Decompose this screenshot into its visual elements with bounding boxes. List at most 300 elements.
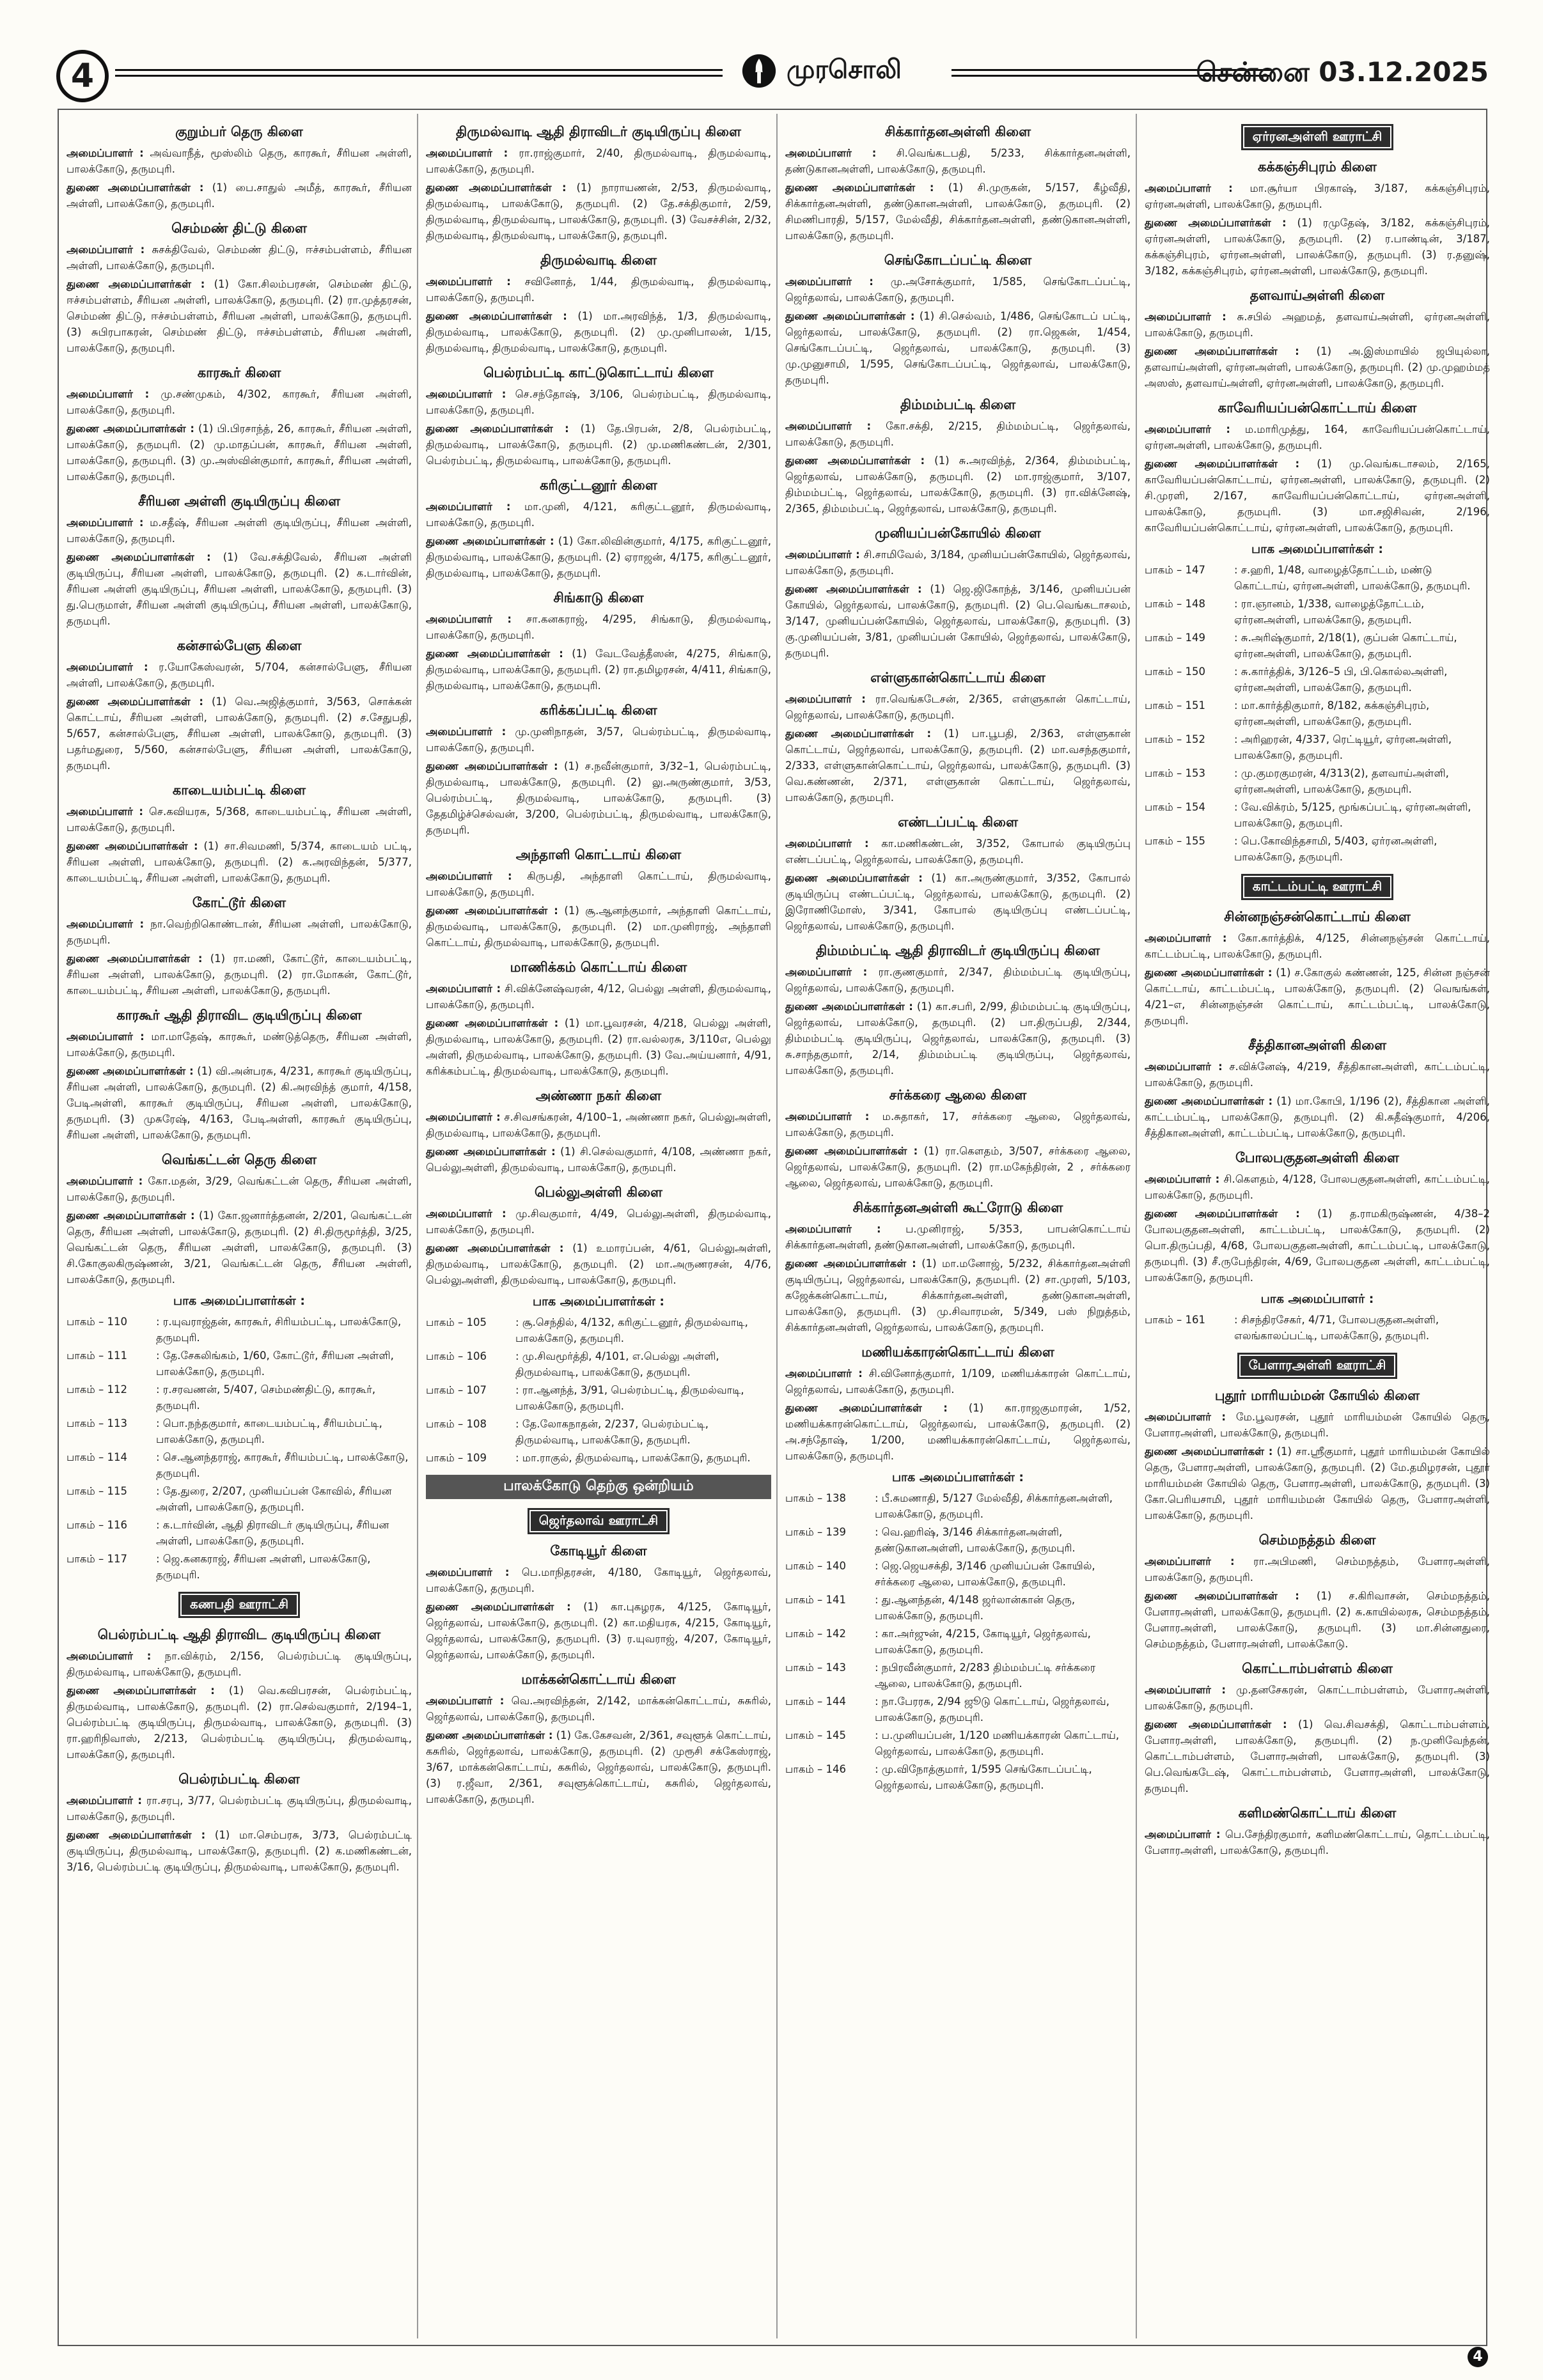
city-date: சென்னை 03.12.2025 xyxy=(1196,56,1489,88)
member-details: (1) சி.முருகன், 5/157, கீழ்வீதி, சிக்கார்தனஅள்ளி, தண்டுகானஅள்ளி, பாலக்கோடு, தருமபுரி. (2) சிமணிபாரதி, 5/157, மேல்வீதி, சிக்கார்தனஅள்ளி, தண்டுகானஅள்ளி, பாலக்கோடு, தருமபுரி. xyxy=(785,182,1131,242)
role-label: அமைப்பாளர் : xyxy=(785,1223,881,1235)
role-label: அமைப்பாளர் : xyxy=(426,501,511,513)
member-details: கோ.சக்தி, 2/215, திம்மம்பட்டி, ஜெர்தலாவ், பாலக்கோடு, தருமபுரி. xyxy=(785,420,1131,448)
branch-title: சிக்கார்தனஅள்ளி கூட்ரோடு கிளை xyxy=(852,1200,1063,1215)
member-details: (1) மு.வெங்கடாசலம், 2/165, காவேரியப்பன்கொட்டாய், ஏர்ரனஅள்ளி, பாலக்கோடு, தருமபுரி. (2) சி.முரளி, 2/167, காவேரியப்பன்கொட்டாய், ஏர்ரனஅள்ளி, பாலக்கோடு, தருமபுரி. (3) மா.சஜிசிவன், 2/196, காவேரியப்பன்கொட்டாய், ஏர்ரனஅள்ளி, பாலக்கோடு, தருமபுரி. xyxy=(1145,458,1490,534)
member-entry xyxy=(1145,1716,1490,1796)
branch-block xyxy=(426,1088,771,1176)
member-entry xyxy=(1145,1553,1490,1585)
paga-row xyxy=(785,1558,1131,1590)
role-label: அமைப்பாளர் : xyxy=(67,147,144,159)
paga-details: : வே.விக்ரம், 5/125, மூங்கப்பட்டி, ஏர்ரனஅள்ளி, பாலக்கோடு, தருமபுரி. xyxy=(1234,801,1471,829)
member-details: (1) சா.சிவமணி, 5/374, காடையம் பட்டி, சீரியன அள்ளி, பாலக்கோடு, தருமபுரி. (2) க.அரவிந்தன், 5/377, காடையம்பட்டி, சீரியன அள்ளி, பாலக்கோடு, தருமபுரி. xyxy=(67,840,412,884)
member-details: ம.சதீஷ், சீரியன அள்ளி குடியிருப்பு, சீரியன அள்ளி, பாலக்கோடு, தருமபுரி. xyxy=(67,517,412,545)
branch-title: செம்மநத்தம் கிளை xyxy=(1258,1532,1376,1548)
branch-title: கக்கஞ்சிபுரம் கிளை xyxy=(1257,159,1377,175)
paga-details: : சூ.செந்தில், 4/132, கரிகுட்டனூர், திருமல்வாடி, பாலக்கோடு, தருமபுரி. xyxy=(515,1316,748,1344)
member-entry xyxy=(67,1648,412,1680)
torch-icon xyxy=(740,52,778,89)
paga-details: : ப.முனியப்பன், 1/120 மணியக்காரன் கொட்டாய், ஜெர்தலாவ், பாலக்கோடு, தருமபுரி. xyxy=(875,1729,1120,1757)
branch-title: மாக்கன்கொட்டாய் கிளை xyxy=(521,1672,676,1687)
column-divider xyxy=(417,114,419,2338)
branch-block xyxy=(785,253,1131,388)
member-details: (1) ரா.கௌதம், 3/507, சர்க்கரை ஆலை, ஜெர்தலாவ், பாலக்கோடு, தருமபுரி. (2) ரா.மகேந்திரன், 2 , சர்க்கரை ஆலை, ஜெர்தலாவ், பாலக்கோடு, தருமபுரி. xyxy=(785,1145,1131,1189)
paga-row xyxy=(426,1416,771,1448)
logo-text: முரசொலி xyxy=(787,54,902,84)
branch-block xyxy=(426,1672,771,1807)
union-heading: பாலக்கோடு தெற்கு ஒன்றியம் xyxy=(426,1475,771,1499)
member-details: கோ.கார்த்திக், 4/125, சின்னநஞ்சன் கொட்டாய், காட்டம்பட்டி, பாலக்கோடு, தருமபுரி. xyxy=(1145,932,1490,960)
member-entry xyxy=(785,1400,1131,1464)
role-label: அமைப்பாளர் : xyxy=(67,517,144,529)
role-label: அமைப்பாளர் : xyxy=(67,1794,142,1807)
branch-block xyxy=(785,1344,1131,1464)
paga-details: : ஜெ.கனகராஜ், சீரியன அள்ளி, பாலக்கோடு, தருமபுரி. xyxy=(156,1553,371,1581)
paga-row xyxy=(785,1592,1131,1624)
branch-block xyxy=(1145,288,1490,391)
paga-row xyxy=(1145,664,1490,696)
member-entry xyxy=(1145,1059,1490,1091)
member-entry xyxy=(426,724,771,756)
member-entry xyxy=(426,903,771,951)
member-entry xyxy=(1145,1443,1490,1523)
role-label: அமைப்பாளர் : xyxy=(785,837,869,850)
branch-title: சீத்திகானஅள்ளி கிளை xyxy=(1248,1038,1387,1053)
member-details: (1) கா.ராஜகுமாரன், 1/52, மணியக்காரன்கொட்டாய், ஜெர்தலாவ், பாலக்கோடு, தருமபுரி. (2) அ.சந்தோஷ், 1/200, மணியக்காரன்கொட்டாய், ஜெர்தலாவ், பாலக்கோடு, தருமபுரி. xyxy=(785,1402,1131,1462)
paga-details: : மா.கார்த்திகுமார், 8/182, கக்கஞ்சிபுரம், ஏர்ரனஅள்ளி, பாலக்கோடு, தருமபுரி. xyxy=(1234,699,1430,727)
paga-row xyxy=(785,1626,1131,1658)
masthead-rule-left xyxy=(115,69,723,77)
member-entry xyxy=(426,1015,771,1079)
role-label: துணை அமைப்பாளர்கள் : xyxy=(1145,345,1299,357)
column-divider xyxy=(1136,114,1138,2338)
paga-row xyxy=(1145,765,1490,797)
paga-details: : ரா.ஞானம், 1/338, வாழைத்தோட்டம், ஏர்ரனஅள்ளி, பாலக்கோடு, தருமபுரி. xyxy=(1234,598,1425,626)
member-details: ரா.ராஜ்குமார், 2/40, திருமல்வாடி, திருமல்வாடி, பாலக்கோடு, தருமபுரி. xyxy=(426,147,771,175)
role-label: துணை அமைப்பாளர்கள் : xyxy=(1145,1445,1273,1458)
branch-title: அந்தாளி கொட்டாய் கிளை xyxy=(515,847,682,862)
paga-details: : ர.சரவணன், 5/407, செம்மண்திட்டு, காரகூர், தருமபுரி. xyxy=(156,1383,376,1412)
role-label: அமைப்பாளர் : xyxy=(426,1566,510,1578)
paga-number: பாகம் – 108 xyxy=(426,1418,487,1430)
role-label: அமைப்பாளர் : xyxy=(426,147,508,159)
member-details: மு.அசோக்குமார், 1/585, செங்கோடப்பட்டி, ஜெர்தலாவ், பாலக்கோடு, தருமபுரி. xyxy=(785,276,1131,304)
member-details: (1) கா.அருண்குமார், 3/352, கோபால் குடியிருப்பு எண்டப்பட்டி, ஜெர்தலாவ், பாலக்கோடு, தருமபுரி. (2) இரோணிமோஸ், 3/341, கோபால் குடியிருப்பு எண்டப்பட்டி, ஜெர்தலாவ், பாலக்கோடு, தருமபுரி. xyxy=(785,872,1131,932)
member-details: (1) கோ.ஜனார்த்தனன், 2/201, வெங்கட்டன் தெரு, சீரியன அள்ளி, பாலக்கோடு, தருமபுரி. (2) சி.திருமூர்த்தி, 3/25, வெங்கட்டன் தெரு, சீரியன அள்ளி, பாலக்கோடு, தருமபுரி. (3) சி.கோகுலகிருஷ்ணன், 3/21, வெங்கட்டன் தெரு, சீரியன அள்ளி, பாலக்கோடு, தருமபுரி. xyxy=(67,1209,412,1286)
role-label: துணை அமைப்பாளர்கள் : xyxy=(67,953,203,965)
member-details: (1) வே.சக்திவேல், சீரியன அள்ளி குடியிருப்பு, சீரியன அள்ளி, பாலக்கோடு, தருமபுரி. (2) க.டார்வின், சீரியன அள்ளி குடியிருப்பு, சீரியன அள்ளி, பாலக்கோடு, தருமபுரி. (3) து.பெருமாள், சீரியன அள்ளி குடியிருப்பு, சீரியன அள்ளி, பாலக்கோடு, தருமபுரி. xyxy=(67,551,412,627)
member-entry xyxy=(426,145,771,177)
branch-block xyxy=(785,1087,1131,1191)
column-3 xyxy=(785,115,1131,2333)
role-label: துணை அமைப்பாளர்கள் : xyxy=(426,535,554,547)
paga-details: : சிசந்திரசேகர், 4/71, போலபகுதனஅள்ளி, எலங்காலப்பட்டி, பாலக்கோடு, தருமபுரி. xyxy=(1234,1314,1439,1342)
branch-block xyxy=(426,703,771,838)
paga-row xyxy=(67,1415,412,1447)
role-label: துணை அமைப்பாளர்கள் : xyxy=(1145,458,1300,470)
member-entry xyxy=(785,836,1131,867)
branch-title: முனியப்பன்கோயில் கிளை xyxy=(875,525,1041,541)
paga-row xyxy=(785,1761,1131,1793)
member-details: (1) கா.சபரி, 2/99, திம்மம்பட்டி குடியிருப்பு, ஜெர்தலாவ், பாலக்கோடு, தருமபுரி. (2) பா.திருப்பதி, 2/344, திம்மம்பட்டி குடியிருப்பு, ஜெர்தலாவ், பாலக்கோடு, தருமபுரி. (3) சு.சாந்தகுமார், 2/14, திம்மம்பட்டி குடியிருப்பு, ஜெர்தலாவ், பாலக்கோடு, தருமபுரி. xyxy=(785,1000,1131,1077)
member-entry xyxy=(426,1727,771,1807)
column-4 xyxy=(1145,115,1490,2333)
role-label: அமைப்பாளர் : xyxy=(785,276,873,288)
paga-row xyxy=(1145,799,1490,831)
paga-details: : தே.லோகநாதன், 2/237, பெல்ரம்பட்டி, திருமல்வாடி, பாலக்கோடு, தருமபுரி. xyxy=(515,1418,709,1446)
member-entry xyxy=(785,453,1131,517)
member-entry xyxy=(1145,1588,1490,1652)
paga-details: : செ.ஆனந்தராஜ், காரகூர், சீரியம்பட்டி, பாலக்கோடு, தருமபுரி. xyxy=(156,1451,409,1479)
paga-row xyxy=(785,1727,1131,1759)
role-label: துணை அமைப்பாளர்கள் : xyxy=(426,1601,571,1613)
paga-details: : நா.பேரரசு, 2/94 ஜூடு கொட்டாய், ஜெர்தலாவ், பாலக்கோடு, தருமபுரி. xyxy=(875,1695,1109,1723)
member-entry xyxy=(426,1599,771,1663)
role-label: துணை அமைப்பாளர்கள் : xyxy=(426,648,563,660)
member-details: ம.மாரிமுத்து, 164, காவேரியப்பன்கொட்டாய், ஏர்ரனஅள்ளி, பாலக்கோடு, தருமபுரி. xyxy=(1145,423,1490,451)
member-entry xyxy=(1145,1206,1490,1286)
role-label: துணை அமைப்பாளர்கள் : xyxy=(426,905,558,917)
role-label: அமைப்பாளர் : xyxy=(67,1650,152,1662)
role-label: அமைப்பாளர் : xyxy=(1145,182,1233,194)
role-label: துணை அமைப்பாளர்கள் : xyxy=(785,872,923,884)
paga-number: பாகம் – 114 xyxy=(67,1451,127,1463)
role-label: துணை அமைப்பாளர்கள் : xyxy=(1145,967,1273,979)
member-details: (1) வெ.கவிபரசன், பெல்ரம்பட்டி, திருமல்வாடி, பாலக்கோடு, தருமபுரி. (2) ரா.செல்வகுமார், 2/194–1, பெல்ரம்பட்டி குடியிருப்பு, திருமல்வாடி, பாலக்கோடு, தருமபுரி. (3) ரா.ஹரிநிவாஸ், 2/213, பெல்ரம்பட்டி குடியிருப்பு, திருமல்வாடி, பாலக்கோடு, தருமபுரி. xyxy=(67,1684,412,1761)
role-label: துணை அமைப்பாளர்கள் : xyxy=(67,1829,206,1841)
paga-row xyxy=(67,1517,412,1549)
paga-number: பாகம் – 141 xyxy=(785,1594,846,1606)
paga-number: பாகம் – 149 xyxy=(1145,632,1205,644)
member-entry xyxy=(426,868,771,900)
branch-block xyxy=(67,221,412,356)
member-details: (1) வி.அன்பரசு, 4/231, காரகூர் குடியிருப்பு, சீரியன அள்ளி, பாலக்கோடு, தருமபுரி. (2) கி.அரவிந்த் குமார், 4/158, பேடிஅள்ளி, காரகூர் குடியிருப்பு, சீரியன அள்ளி, பாலக்கோடு, தருமபுரி. (3) முசுரேஷ், 4/163, பேடிஅள்ளி, காரகூர் குடியிருப்பு, சீரியன அள்ளி, பாலக்கோடு, தருமபுரி. xyxy=(67,1065,412,1141)
paga-details: : தே.சேகலிங்கம், 1/60, கோட்டூர், சீரியன அள்ளி, பாலக்கோடு, தருமபுரி. xyxy=(156,1349,394,1378)
role-label: துணை அமைப்பாளர்கள் : xyxy=(785,1257,916,1270)
branch-title: வெங்கட்டன் தெரு கிளை xyxy=(161,1152,317,1167)
member-details: ச.சிவசங்கரன், 4/100–1, அண்ணா நகர், பெல்லுஅள்ளி, திருமல்வாடி, பாலக்கோடு, தருமபுரி. xyxy=(426,1111,771,1139)
member-entry xyxy=(426,421,771,469)
branch-block xyxy=(67,638,412,774)
paga-number: பாகம் – 144 xyxy=(785,1695,846,1707)
branch-block xyxy=(426,590,771,694)
paga-number: பாகம் – 151 xyxy=(1145,699,1205,712)
paga-row xyxy=(67,1449,412,1481)
member-details: மா.முனி, 4/121, கரிகுட்டனூர், திருமல்வாடி, பாலக்கோடு, தருமபுரி. xyxy=(426,501,771,529)
role-label: துணை அமைப்பாளர்கள் : xyxy=(426,1729,553,1741)
branch-block xyxy=(67,494,412,629)
member-entry xyxy=(67,1029,412,1061)
role-label: அமைப்பாளர் : xyxy=(67,244,145,256)
paga-details: : மா.ராகுல், திருமல்வாடி, பாலக்கோடு, தருமபுரி. xyxy=(515,1452,751,1464)
branch-block xyxy=(1145,1661,1490,1796)
branch-block xyxy=(785,124,1131,244)
member-details: கிருபதி, அந்தாளி கொட்டாய், திருமல்வாடி, பாலக்கோடு, தருமபுரி. xyxy=(426,870,771,898)
branch-block xyxy=(426,960,771,1079)
branch-block xyxy=(785,397,1131,517)
member-details: (1) மா.மனோஜ், 5/232, சிக்கார்தனஅள்ளி குடியிருப்பு, ஜெர்தலாவ், பாலக்கோடு, தருமபுரி. (2) சா.முரளி, 5/103, கஜேக்கன்கொட்டாய், சிக்கார்தனஅள்ளி, தண்டுகானஅள்ளி, பாலக்கோடு, தருமபுரி. (3) மு.சிவாரமன், 5/349, பஸ் நிறுத்தம், சிக்கார்தனஅள்ளி, ஜெர்தலாவ், பாலக்கோடு, தருமபுரி. xyxy=(785,1257,1131,1334)
paga-row xyxy=(1145,596,1490,628)
paga-details: : சு.கார்த்திக், 3/126–5 பி, பி.கொல்லஅள்ளி, ஏர்ரனஅள்ளி, பாலக்கோடு, தருமபுரி. xyxy=(1234,665,1448,694)
role-label: அமைப்பாளர் : xyxy=(426,1208,506,1220)
paga-number: பாகம் – 117 xyxy=(67,1553,127,1565)
branch-block xyxy=(426,253,771,356)
member-details: (1) பை.சாதுல் அமீத், காரகூர், சீரியன அள்ளி, பாலக்கோடு, தருமபுரி. xyxy=(67,182,412,210)
branch-block xyxy=(1145,1532,1490,1652)
paga-number: பாகம் – 142 xyxy=(785,1628,846,1640)
paga-number: பாகம் – 146 xyxy=(785,1763,846,1775)
paga-number: பாகம் – 112 xyxy=(67,1383,127,1396)
role-label: துணை அமைப்பாளர்கள் : xyxy=(426,1242,564,1254)
role-label: அமைப்பாளர் : xyxy=(67,1031,145,1043)
paga-details: : பீ.சுமணாதி, 5/127 மேல்வீதி, சிக்கார்தனஅள்ளி, பாலக்கோடு, தருமபுரி. xyxy=(875,1492,1113,1520)
member-entry xyxy=(426,611,771,643)
member-details: (1) வெ.சிவசக்தி, கொட்டாம்பள்ளம், பேளாரஅள்ளி, பாலக்கோடு, தருமபுரி. (2) ந.முனிவேந்தன், கொட்டாம்பள்ளம், பேளாரஅள்ளி, பாலக்கோடு, தருமபுரி. (3) பெ.வெங்கடேஷ், கொட்டாம்பள்ளம், பேளாரஅள்ளி, பாலக்கோடு, தருமபுரி. xyxy=(1145,1718,1490,1794)
member-details: (1) ச.கோகுல் கண்ணன், 125, சின்ன நஞ்சன் கொட்டாய், காட்டம்பட்டி, பாலக்கோடு, தருமபுரி. (2) வெஙங்கள், 4/21–எ, சின்னநஞ்சன் கொட்டாய், காட்டம்பட்டி, பாலக்கோடு, தருமபுரி. xyxy=(1145,967,1490,1027)
branch-title: கரிக்கப்பட்டி கிளை xyxy=(540,703,657,718)
role-label: துணை அமைப்பாளர்கள் : xyxy=(785,727,932,740)
member-entry xyxy=(1145,1826,1490,1858)
branch-title: காரகூர் ஆதி திராவிட குடியிருப்பு கிளை xyxy=(116,1007,362,1023)
member-details: சு.சபில் அஹமத், தளவாய்அள்ளி, ஏர்ரனஅள்ளி, பாலக்கோடு, தருமபுரி. xyxy=(1145,311,1490,339)
branch-block xyxy=(67,124,412,212)
member-details: (1) சூ.ஆனந்குமார், அந்தாளி கொட்டாய், திருமல்வாடி, பாலக்கோடு, தருமபுரி. (2) மா.முனிராஜ், அந்தாளி கொட்டாய், திருமல்வாடி, பாலக்கோடு, தருமபுரி. xyxy=(426,905,771,949)
member-entry xyxy=(67,1173,412,1205)
branch-block xyxy=(1145,1805,1490,1858)
member-details: கோ.மதன், 3/29, வெங்கட்டன் தெரு, சீரியன அள்ளி, பாலக்கோடு, தருமபுரி. xyxy=(67,1175,412,1203)
member-entry xyxy=(67,659,412,691)
member-entry xyxy=(426,308,771,356)
branch-title: சின்னநஞ்சன்கொட்டாய் கிளை xyxy=(1224,909,1411,924)
paga-details: : சு.அரிஷ்குமார், 2/18(1), குப்பன் கொட்டாய், ஏர்ரனஅள்ளி, பாலக்கோடு, தருமபுரி. xyxy=(1234,632,1457,660)
member-entry xyxy=(426,1240,771,1288)
member-entry xyxy=(1145,1682,1490,1714)
member-details: கா.மணிகண்டன், 3/352, கோபால் குடியிருப்பு எண்டப்பட்டி, ஜெர்தலாவ், பாலக்கோடு, தருமபுரி. xyxy=(785,837,1131,866)
member-details: ரா.வெங்கடேசன், 2/365, எள்ளுகான் கொட்டாய், ஜெர்தலாவ், பாலக்கோடு, தருமபுரி. xyxy=(785,693,1131,721)
branch-title: சர்க்கரை ஆலை கிளை xyxy=(889,1087,1027,1103)
member-details: சி.விக்னேஷ்வரன், 4/12, பெல்லு அள்ளி, திருமல்வாடி, பாலக்கோடு, தருமபுரி. xyxy=(426,983,771,1011)
member-entry xyxy=(426,274,771,306)
paga-number: பாகம் – 106 xyxy=(426,1350,487,1362)
member-entry xyxy=(67,421,412,485)
role-label: துணை அமைப்பாளர்கள் : xyxy=(67,1684,215,1697)
panchayat-heading: கணபதி ஊராட்சி xyxy=(178,1592,300,1618)
member-details: (1) சி.செல்வகுமார், 4/108, அண்ணா நகர், பெல்லுஅள்ளி, திருமல்வாடி, பாலக்கோடு, தருமபுரி. xyxy=(426,1146,771,1174)
member-details: (1) மா.பூவரசன், 4/218, பெல்லு அள்ளி, திருமல்வாடி, பாலக்கோடு, தருமபுரி. (2) ரா.வல்லரசு, 3/110எ, பெல்லு அள்ளி, திருமல்வாடி, பாலக்கோடு, தருமபுரி. (3) வே.அய்யனார், 4/91, கரிக்கம்பட்டி, திருமல்வாடி, பாலக்கோடு, தருமபுரி. xyxy=(426,1017,771,1077)
member-details: (1) சா.ஸ்ரீகுமார், புதூர் மாரியம்மன் கோயில் தெரு, பேளாரஅள்ளி, பாலக்கோடு, தருமபுரி. (2) மே.தமிழரசன், புதூர் மாரியம்மன் கோயில் தெரு, பேளாரஅள்ளி, பாலக்கோடு, தருமபுரி. (3) கோ.பெரியசாமி, புதூர் மாரியம்மன் கோயில் தெரு, பேளாரஅள்ளி, பாலக்கோடு, தருமபுரி. xyxy=(1145,1445,1490,1521)
member-entry xyxy=(1145,930,1490,962)
branch-title: கன்சால்பேளு கிளை xyxy=(176,638,302,653)
paga-row xyxy=(1145,833,1490,865)
member-entry xyxy=(1145,965,1490,1029)
member-details: நா.வெற்றிகொண்டான், சீரியன அள்ளி, பாலக்கோடு, தருமபுரி. xyxy=(67,918,412,946)
paga-details: : ர.யுவராஜ்தன், காரகூர், சிரியம்பட்டி, பாலக்கோடு, தருமபுரி. xyxy=(156,1316,402,1344)
member-entry xyxy=(67,838,412,886)
paga-number: பாகம் – 116 xyxy=(67,1519,127,1531)
branch-block xyxy=(785,670,1131,805)
paga-number: பாகம் – 115 xyxy=(67,1485,127,1497)
member-details: (1) ரா.மணி, கோட்டூர், காடையம்பட்டி, சீரியன அள்ளி, பாலக்கோடு, தருமபுரி. (2) ரா.மோகன், கோட்டூர், காடையம்பட்டி, சீரியன அள்ளி, பாலக்கோடு, தருமபுரி. xyxy=(67,953,412,997)
member-entry xyxy=(785,1221,1131,1253)
member-details: (1) ரமுதேஷ், 3/182, கக்கஞ்சிபுரம், ஏர்ரனஅள்ளி, பாலக்கோடு, தருமபுரி. (2) ர.பாண்டின், 3/187, கக்கஞ்சிபுரம், ஏர்ரனஅள்ளி, பாலக்கோடு, தருமபுரி. (3) ர.தனுஷ், 3/182, கக்கஞ்சிபுரம், ஏர்ரனஅள்ளி, பாலக்கோடு, தருமபுரி. xyxy=(1145,217,1490,277)
member-details: (1) த.ராமகிருஷ்ணன், 4/38–2 போலபகுதனஅள்ளி, காட்டம்பட்டி, பாலக்கோடு, தருமபுரி. (2) பொ.திருப்பதி, 4/68, போலபகுதனஅள்ளி, காட்டம்பட்டி, பாலக்கோடு, தருமபுரி. (3) சீ.ருபேந்திரன், 4/69, போலபகுதன அள்ளி, காட்டம்பட்டி, பாலக்கோடு, தருமபுரி. xyxy=(1145,1208,1490,1284)
branch-title: பெல்ரம்பட்டி கிளை xyxy=(178,1771,300,1787)
paga-number: பாகம் – 139 xyxy=(785,1526,846,1538)
member-details: (1) ஜெ.ஜிகோந்த், 3/146, முனியப்பன் கோயில், ஜெர்தலாவ், பாலக்கோடு, தருமபுரி. (2) பெ.வெங்கடாசலம், 3/147, முனியப்பன்கோயில், ஜெர்தலாவ், பாலக்கோடு, தருமபுரி. (3) கு.முனியப்பன், 3/81, முனியப்பன் கோயில், ஜெர்தலாவ், பாலக்கோடு, தருமபுரி. xyxy=(785,583,1131,659)
member-entry xyxy=(426,1144,771,1176)
member-details: சா.கனகராஜ், 4/295, சிங்காடு, திருமல்வாடி, பாலக்கோடு, தருமபுரி. xyxy=(426,613,771,641)
member-details: மு.சண்முகம், 4/302, காரகூர், சீரியன அள்ளி, பாலக்கோடு, தருமபுரி. xyxy=(67,388,412,416)
member-details: செ.கவியரசு, 5/368, காடையம்பட்டி, சீரியன அள்ளி, பாலக்கோடு, தருமபுரி. xyxy=(67,805,412,834)
branch-block xyxy=(1145,1388,1490,1523)
paga-number: பாகம் – 145 xyxy=(785,1729,846,1741)
role-label: அமைப்பாளர் : xyxy=(1145,932,1227,944)
member-details: சி.வினோத்குமார், 1/109, மணியக்காரன் கொட்டாய், ஜெர்தலாவ், பாலக்கோடு, தருமபுரி. xyxy=(785,1367,1131,1396)
column-1 xyxy=(67,115,412,2333)
branch-title: திருமல்வாடி ஆதி திராவிடர் குடியிருப்பு கிளை xyxy=(456,124,741,139)
paga-block xyxy=(426,1295,771,1466)
member-entry xyxy=(785,547,1131,579)
paga-number: பாகம் – 140 xyxy=(785,1560,846,1572)
role-label: அமைப்பாளர் : xyxy=(426,1111,501,1123)
role-label: துணை அமைப்பாளர்கள் : xyxy=(67,840,198,852)
member-entry xyxy=(67,694,412,774)
paga-title: பாக அமைப்பாளர் : xyxy=(1260,1292,1374,1306)
member-entry xyxy=(426,1109,771,1141)
paga-title: பாக அமைப்பாளர்கள் : xyxy=(1251,542,1383,556)
branch-title: கோடியூர் கிளை xyxy=(550,1543,647,1559)
role-label: துணை அமைப்பாளர்கள் : xyxy=(785,1145,918,1157)
role-label: துணை அமைப்பாளர்கள் : xyxy=(1145,1718,1287,1731)
member-details: (1) அ.இஸ்மாயில் ஜபியுல்லா, தளவாய்அள்ளி, ஏர்ரனஅள்ளி, பாலக்கோடு, தருமபுரி. (2) மு.முஹம்மத் அஸஸ், தளவாய்அள்ளி, ஏர்ரனஅள்ளி, பாலக்கோடு, தருமபுரி. xyxy=(1145,345,1490,389)
branch-block xyxy=(67,895,412,999)
role-label: அமைப்பாளர் : xyxy=(67,1175,143,1187)
member-details: (1) கோ.சிலம்பரசன், செம்மண் திட்டு, ஈச்சம்பள்ளம், சீரியன அள்ளி, பாலக்கோடு, தருமபுரி. (2) ரா.முத்தரசன், செம்மண் திட்டு, ஈச்சம்பள்ளம், சீரியன அள்ளி, பாலக்கோடு, தருமபுரி. (3) சுபிரபாகரன், செம்மண் திட்டு, ஈச்சம்பள்ளம், சீரியன அள்ளி, பாலக்கோடு, தருமபுரி. xyxy=(67,278,412,354)
paga-title: பாக அமைப்பாளர்கள் : xyxy=(532,1295,664,1309)
member-entry xyxy=(67,1683,412,1762)
member-details: ரா.சரபு, 3/77, பெல்ரம்பட்டி குடியிருப்பு, திருமல்வாடி, பாலக்கோடு, தருமபுரி. xyxy=(67,1794,412,1823)
member-entry xyxy=(67,1827,412,1875)
member-details: ரா.குணகுமார், 2/347, திம்மம்பட்டி குடியிருப்பு, ஜெர்தலாவ், பாலக்கோடு, தருமபுரி. xyxy=(785,966,1131,994)
branch-title: சிக்கார்தனஅள்ளி கிளை xyxy=(884,124,1031,139)
role-label: துணை அமைப்பாளர்கள் : xyxy=(426,423,569,435)
member-entry xyxy=(1145,1409,1490,1441)
role-label: துணை அமைப்பாளர்கள் : xyxy=(67,278,205,290)
paga-row xyxy=(426,1450,771,1466)
branch-title: எண்டப்பட்டி கிளை xyxy=(898,814,1018,830)
member-details: மா.மாதேஷ், காரகூர், மண்டுத்தெரு, சீரியன அள்ளி, பாலக்கோடு, தருமபுரி. xyxy=(67,1031,412,1059)
member-entry xyxy=(785,274,1131,306)
branch-title: எள்ளுகான்கொட்டாய் கிளை xyxy=(870,670,1046,685)
member-details: (1) வெ.அஜித்குமார், 3/563, சொக்கன் கொட்டாய், சீரியன அள்ளி, பாலக்கோடு, தருமபுரி. (2) ச.சேதுபதி, 5/657, கன்சால்பேளு, சீரியன அள்ளி, பாலக்கோடு, தருமபுரி. (3) பதர்மதுரை, 5/560, கன்சால்பேளு, சீரியன அள்ளி, பாலக்கோடு, தருமபுரி. xyxy=(67,696,412,772)
member-entry xyxy=(1145,309,1490,341)
role-label: துணை அமைப்பாளர்கள் : xyxy=(67,696,203,708)
branch-block xyxy=(67,1007,412,1143)
role-label: துணை அமைப்பாளர்கள் : xyxy=(426,1017,559,1029)
member-entry xyxy=(67,515,412,547)
role-label: அமைப்பாளர் : xyxy=(785,693,866,705)
paga-row xyxy=(1145,697,1490,729)
member-details: (1) பி.பிரசாந்த், 26, காரகூர், சீரியன அள்ளி, பாலக்கோடு, தருமபுரி. (2) மு.மாதப்பன், காரகூர், சீரியன அள்ளி, பாலக்கோடு, தருமபுரி. (3) மு.அஸ்வின்குமார், காரகூர், சீரியன அள்ளி, பாலக்கோடு, தருமபுரி. xyxy=(67,423,412,483)
branch-title: தளவாய்அள்ளி கிளை xyxy=(1249,288,1385,303)
paga-details: : க.டார்வின், ஆதி திராவிடர் குடியிருப்பு, சீரியன அள்ளி, பாலக்கோடு, தருமபுரி. xyxy=(156,1519,389,1547)
role-label: அமைப்பாளர் : xyxy=(67,388,150,400)
page-number: 4 xyxy=(56,50,109,102)
column-2 xyxy=(426,115,771,2333)
paga-number: பாகம் – 109 xyxy=(426,1452,487,1464)
paga-row xyxy=(67,1483,412,1515)
member-entry xyxy=(426,981,771,1013)
member-details: சவினோத், 1/44, திருமல்வாடி, திருமல்வாடி, பாலக்கோடு, தருமபுரி. xyxy=(426,276,771,304)
member-entry xyxy=(785,1256,1131,1335)
branch-title: திம்மம்பட்டி கிளை xyxy=(900,397,1016,412)
paga-title: பாக அமைப்பாளர்கள் : xyxy=(891,1470,1024,1484)
member-entry xyxy=(67,386,412,418)
paga-block xyxy=(785,1470,1131,1793)
member-details: மு.முனிநாதன், 3/57, பெல்ரம்பட்டி, திருமல்வாடி, பாலக்கோடு, தருமபுரி. xyxy=(426,726,771,754)
paga-number: பாகம் – 113 xyxy=(67,1417,127,1429)
member-entry xyxy=(785,581,1131,661)
member-details: மா.சூர்யா பிரகாஷ், 3/187, கக்கஞ்சிபுரம், ஏர்ரனஅள்ளி, பாலக்கோடு, தருமபுரி. xyxy=(1145,182,1490,210)
role-label: அமைப்பாளர் : xyxy=(67,661,148,673)
member-details: செ.சந்தோஷ், 3/106, பெல்ரம்பட்டி, திருமல்வாடி, பாலக்கோடு, தருமபுரி. xyxy=(426,388,771,416)
paga-details: : ச.ஹரி, 1/48, வாழைத்தோட்டம், மண்டு கொட்டாய், ஏர்ரனஅள்ளி, பாலக்கோடு, தருமபுரி. xyxy=(1234,564,1471,592)
member-entry xyxy=(426,499,771,531)
branch-title: போலபகுதனஅள்ளி கிளை xyxy=(1235,1150,1399,1165)
role-label: துணை அமைப்பாளர்கள் : xyxy=(785,583,922,595)
member-entry xyxy=(785,999,1131,1078)
role-label: அமைப்பாளர் : xyxy=(426,1695,505,1707)
branch-title: செங்கோடப்பட்டி கிளை xyxy=(884,253,1032,268)
role-label: துணை அமைப்பாளர்கள் : xyxy=(1145,1095,1273,1107)
branch-block xyxy=(67,782,412,886)
role-label: துணை அமைப்பாளர்கள் : xyxy=(67,182,204,194)
member-entry xyxy=(1145,456,1490,536)
role-label: அமைப்பாளர் : xyxy=(1145,1173,1220,1185)
member-details: அவ்வாநீத், மூஸ்லிம் தெரு, காரகூர், சீரியன அள்ளி, பாலக்கோடு, தருமபுரி. xyxy=(67,147,412,175)
role-label: அமைப்பாளர் : xyxy=(1145,423,1230,435)
member-details: (1) நாராயணன், 2/53, திருமல்வாடி, திருமல்வாடி, பாலக்கோடு, தருமபுரி. (2) தே.சக்திகுமார், 2/59, திருமல்வாடி, திருமல்வாடி, பாலக்கோடு, தருமபுரி. (3) வேசச்சின், 2/32, திருமல்வாடி, திருமல்வாடி, பாலக்கோடு, தருமபுரி. xyxy=(426,182,771,242)
paga-details: : தே.துரை, 2/207, முனியப்பன் கோவில், சீரியன அள்ளி, பாலக்கோடு, தருமபுரி. xyxy=(156,1485,392,1513)
member-entry xyxy=(785,180,1131,244)
role-label: அமைப்பாளர் : xyxy=(426,613,512,625)
member-details: (1) மா.கோபி, 1/196 (2), சீத்திகான அள்ளி, காட்டம்பட்டி, பாலக்கோடு, தருமபுரி. (2) கி.சுதீஷ்குமார், 4/206, சீத்திகானஅள்ளி, காட்டம்பட்டி, பாலக்கோடு, தருமபுரி. xyxy=(1145,1095,1490,1139)
paga-row xyxy=(785,1660,1131,1692)
paga-number: பாகம் – 110 xyxy=(67,1316,127,1328)
role-label: அமைப்பாளர் : xyxy=(1145,1684,1226,1696)
role-label: அமைப்பாளர் : xyxy=(1145,1555,1235,1567)
member-entry xyxy=(426,1206,771,1238)
member-details: மு.சிவகுமார், 4/49, பெல்லுஅள்ளி, திருமல்வாடி, பாலக்கோடு, தருமபுரி. xyxy=(426,1208,771,1236)
member-entry xyxy=(785,145,1131,177)
branch-block xyxy=(785,814,1131,934)
member-details: (1) மா.செம்பரசு, 3/73, பெல்ரம்பட்டி குடியிருப்பு, திருமல்வாடி, பாலக்கோடு, தருமபுரி. (2) க.மணிகண்டன், 3/16, பெல்ரம்பட்டி குடியிருப்பு, திருமல்வாடி, பாலக்கோடு, தருமபுரி. xyxy=(67,1829,412,1873)
role-label: அமைப்பாளர் : xyxy=(426,388,506,400)
paga-row xyxy=(426,1314,771,1346)
branch-title: அண்ணா நகர் கிளை xyxy=(535,1088,662,1103)
member-entry xyxy=(1145,1093,1490,1141)
member-entry xyxy=(785,1108,1131,1140)
member-details: பெ.மாநிதரசன், 4/180, கோடியூர், ஜெர்தலாவ், பாலக்கோடு, தருமபுரி. xyxy=(426,1566,771,1594)
branch-title: களிமண்கொட்டாய் கிளை xyxy=(1238,1805,1397,1821)
member-entry xyxy=(426,646,771,694)
role-label: அமைப்பாளர் : xyxy=(426,276,511,288)
panchayat-heading: பேளாரஅள்ளி ஊராட்சி xyxy=(1237,1353,1398,1379)
role-label: துணை அமைப்பாளர்கள் : xyxy=(67,423,194,435)
branch-title: செம்மண் திட்டு கிளை xyxy=(171,221,307,236)
branch-title: மாணிக்கம் கொட்டாய் கிளை xyxy=(510,960,687,975)
role-label: துணை அமைப்பாளர்கள் : xyxy=(67,1065,194,1077)
